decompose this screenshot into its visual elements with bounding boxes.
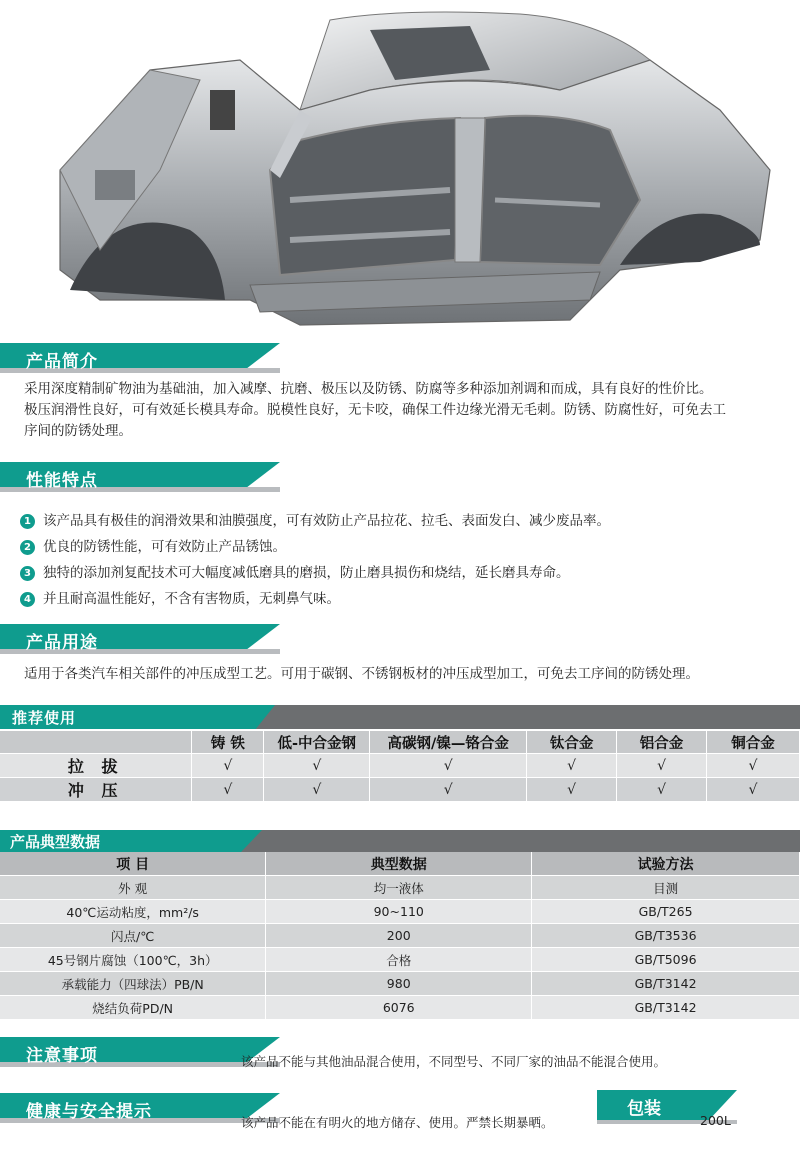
- section-title-usage: 产品用途: [26, 633, 98, 653]
- number-badge: 1: [20, 514, 35, 529]
- table-cell: 均一液体: [266, 876, 532, 900]
- table-cell: 6076: [266, 996, 532, 1020]
- table-cell: GB/T3142: [532, 996, 800, 1020]
- section-title-notice: 注意事项: [26, 1046, 98, 1066]
- check-mark: √: [617, 778, 707, 802]
- table-cell: 200: [266, 924, 532, 948]
- feature-text: 该产品具有极佳的润滑效果和油膜强度，可有效防止产品拉花、拉毛、表面发白、减少废品率。: [43, 513, 610, 529]
- table-cell: GB/T3142: [532, 972, 800, 996]
- table-row: [0, 924, 800, 948]
- check-mark: √: [264, 754, 370, 778]
- table-cell: GB/T265: [532, 900, 800, 924]
- list-item: [20, 534, 790, 560]
- section-title-safety: 健康与安全提示: [26, 1102, 152, 1122]
- table-cell: 合格: [266, 948, 532, 972]
- table-header-cell: 典型数据: [266, 852, 532, 876]
- intro-line: 序间的防锈处理。: [24, 423, 132, 439]
- table-cell: GB/T3536: [532, 924, 800, 948]
- check-mark: √: [264, 778, 370, 802]
- table-cell: 40℃运动粘度，mm²/s: [0, 900, 266, 924]
- table-header-cell: 项 目: [0, 852, 266, 876]
- table-row: [0, 778, 800, 802]
- intro-line: 极压润滑性良好，可有效延长模具寿命。脱模性良好，无卡咬，确保工件边缘光滑无毛刺。防锈、防腐性好，可免去工: [24, 402, 726, 418]
- notice-text: 该产品不能与其他油品混合使用，不同型号、不同厂家的油品不能混合使用。: [241, 1054, 667, 1069]
- table-cell: 承载能力（四球法）PB/N: [0, 972, 266, 996]
- intro-paragraph: [24, 379, 792, 442]
- table-cell: 外 观: [0, 876, 266, 900]
- section-header-features: [0, 462, 280, 492]
- packaging-value: 200L: [700, 1113, 731, 1128]
- section-title-packaging: 包装: [627, 1099, 661, 1119]
- section-title-features: 性能特点: [26, 471, 98, 491]
- typical-data-table: [0, 852, 800, 1020]
- table-header-cell: 试验方法: [532, 852, 800, 876]
- row-label: 冲 压: [0, 778, 192, 802]
- check-mark: √: [370, 778, 527, 802]
- check-mark: √: [370, 754, 527, 778]
- number-badge: 2: [20, 540, 35, 555]
- list-item: [20, 508, 790, 534]
- table-header-cell: 高碳钢/镍—铬合金: [370, 731, 527, 754]
- features-list: [20, 508, 790, 612]
- table-cell: 90~110: [266, 900, 532, 924]
- table-row: [0, 876, 800, 900]
- check-mark: √: [707, 754, 800, 778]
- list-item: [20, 586, 790, 612]
- check-mark: √: [527, 778, 617, 802]
- check-mark: √: [192, 754, 264, 778]
- usage-paragraph: 适用于各类汽车相关部件的冲压成型工艺。可用于碳钢、不锈钢板材的冲压成型加工，可免去工序间的防锈处理。: [24, 666, 699, 682]
- table-header-cell: 低-中合金钢: [264, 731, 370, 754]
- table-row: [0, 900, 800, 924]
- feature-text: 并且耐高温性能好，不含有害物质，无刺鼻气味。: [43, 591, 340, 607]
- table-cell: GB/T5096: [532, 948, 800, 972]
- car-body-illustration: [0, 0, 800, 335]
- section-header-safety: [0, 1093, 280, 1123]
- check-mark: √: [192, 778, 264, 802]
- section-title-recommend: 推荐使用: [12, 709, 77, 727]
- check-mark: √: [617, 754, 707, 778]
- safety-text: 该产品不能在有明火的地方储存、使用。严禁长期暴晒。: [241, 1115, 554, 1130]
- table-row: [0, 948, 800, 972]
- section-title-intro: 产品简介: [26, 352, 98, 372]
- section-header-intro: [0, 343, 280, 373]
- section-header-usage: [0, 624, 280, 654]
- table-row: [0, 754, 800, 778]
- check-mark: √: [707, 778, 800, 802]
- number-badge: 4: [20, 592, 35, 607]
- section-title-typical: 产品典型数据: [10, 833, 101, 851]
- table-row: [0, 972, 800, 996]
- table-cell: 45号钢片腐蚀（100℃，3h）: [0, 948, 266, 972]
- table-header-cell: 铸 铁: [192, 731, 264, 754]
- table-header-cell: 钛合金: [527, 731, 617, 754]
- table-row: [0, 996, 800, 1020]
- row-label: 拉 拔: [0, 754, 192, 778]
- table-cell: 烧结负荷PD/N: [0, 996, 266, 1020]
- number-badge: 3: [20, 566, 35, 581]
- list-item: [20, 560, 790, 586]
- section-header-notice: [0, 1037, 280, 1067]
- feature-text: 独特的添加剂复配技术可大幅度减低磨具的磨损，防止磨具损伤和烧结，延长磨具寿命。: [43, 565, 570, 581]
- table-cell: 980: [266, 972, 532, 996]
- table-header-cell: 铜合金: [707, 731, 800, 754]
- intro-line: 采用深度精制矿物油为基础油，加入减摩、抗磨、极压以及防锈、防腐等多种添加剂调和而成，具有良好的性价比。: [24, 381, 713, 397]
- recommend-table: [0, 731, 800, 802]
- feature-text: 优良的防锈性能，可有效防止产品锈蚀。: [43, 539, 286, 555]
- table-cell: 闪点/℃: [0, 924, 266, 948]
- table-cell: 目测: [532, 876, 800, 900]
- table-header-cell: [0, 731, 192, 754]
- check-mark: √: [527, 754, 617, 778]
- table-header-cell: 铝合金: [617, 731, 707, 754]
- recommend-table-block: [0, 705, 800, 801]
